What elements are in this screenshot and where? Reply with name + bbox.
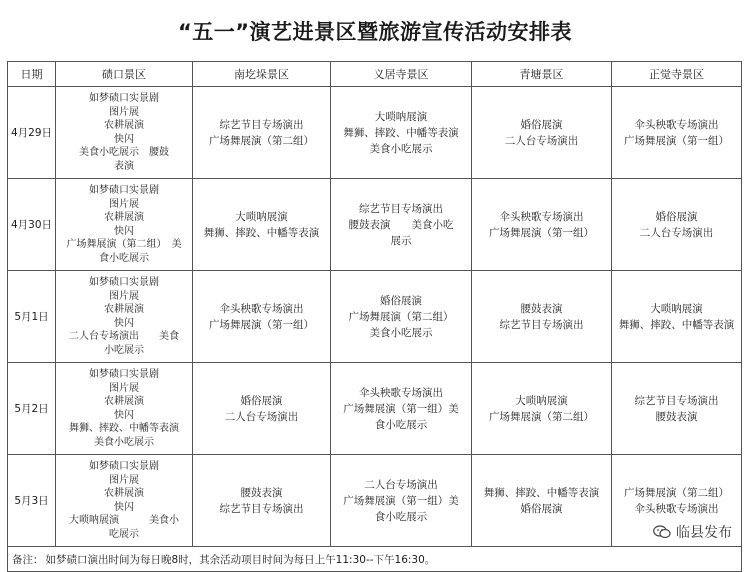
activity-line: 快闪: [114, 133, 134, 145]
activity-line: 美食小吃展示: [369, 326, 433, 339]
qikou-cell: [56, 363, 193, 455]
activity-line: 快闪: [114, 501, 134, 513]
activity-line: 快闪: [114, 409, 134, 421]
activity-line: 图片展: [109, 382, 139, 394]
qingtang-cell: [472, 363, 612, 455]
header-nangeduo: 南圪垛景区: [193, 62, 331, 87]
activity-line: 农耕展演: [104, 396, 144, 407]
nangeduo-cell: [193, 271, 331, 363]
activity-line: 食小吃展示: [374, 510, 428, 523]
activity-line: 综艺节目专场演出: [634, 394, 719, 407]
activity-line: 农耕展演: [104, 304, 144, 315]
activity-line: 婚俗展演: [520, 118, 563, 131]
activity-line: 二人台专场演出: [639, 226, 714, 239]
zhengjuesi-cell: [612, 271, 742, 363]
activity-line: 如梦碛口实景剧: [89, 185, 159, 196]
date-cell: 5月1日: [8, 271, 56, 363]
yijusi-cell: [331, 363, 472, 455]
activity-line: 舞狮、摔跤、中幡等表演: [483, 486, 600, 499]
qikou-cell: [56, 179, 193, 271]
activity-line: 大唢呐展演: [650, 302, 703, 315]
note-cell: [8, 547, 742, 572]
table-row: [8, 271, 742, 363]
date-cell: 4月30日: [8, 179, 56, 271]
header-qingtang: 青塘景区: [472, 62, 612, 87]
activity-line: 腰鼓表演: [240, 486, 283, 499]
activity-line: 伞头秧歌专场演出: [219, 302, 304, 315]
activity-line: 二人台专场演出: [224, 410, 299, 423]
watermark-text: 临县发布: [676, 525, 732, 541]
activity-line: 大唢呐展演 美食小: [69, 515, 179, 526]
qikou-cell: [56, 455, 193, 547]
table-row: [8, 87, 742, 179]
activity-line: 美食小吃展示 腰鼓: [79, 147, 169, 158]
zhengjuesi-cell: [612, 87, 742, 179]
activity-line: 综艺节目专场演出: [219, 502, 304, 515]
activity-line: 图片展: [109, 106, 139, 118]
activity-line: 婚俗展演: [655, 210, 698, 223]
qingtang-cell: [472, 455, 612, 547]
qikou-cell: [56, 87, 193, 179]
activity-line: 农耕展演: [104, 488, 144, 499]
activity-line: 广场舞展演（第一组）美: [343, 494, 459, 507]
date-cell: 5月3日: [8, 455, 56, 547]
qingtang-cell: [472, 271, 612, 363]
schedule-table: [7, 61, 742, 572]
activity-line: 广场舞展演（第二组）: [489, 410, 594, 423]
activity-line: 小吃展示: [104, 344, 144, 356]
activity-line: 广场舞展演（第一组）: [209, 318, 314, 331]
activity-line: 婚俗展演: [520, 502, 563, 515]
activity-line: 如梦碛口实景剧: [89, 277, 159, 288]
note-label: 备注：: [12, 553, 44, 566]
yijusi-cell: [331, 179, 472, 271]
header-zhengjuesi: 正觉寺景区: [612, 62, 742, 87]
activity-line: 图片展: [109, 474, 139, 486]
activity-line: 图片展: [109, 290, 139, 302]
activity-line: 伞头秧歌专场演出: [499, 210, 584, 223]
note-row: [8, 547, 742, 572]
qingtang-cell: [472, 87, 612, 179]
qikou-cell: [56, 271, 193, 363]
activity-line: 美食小吃展示: [94, 436, 154, 448]
activity-line: 美食小吃展示: [369, 142, 433, 155]
activity-line: 腰鼓表演 美食小吃: [348, 218, 454, 231]
activity-line: 食小吃展示: [374, 418, 428, 431]
watermark: [649, 520, 736, 544]
activity-line: 二人台专场演出: [364, 478, 438, 491]
activity-line: 广场舞展演（第一组）美: [343, 402, 459, 415]
activity-line: 广场舞展演（第二组） 美: [66, 239, 182, 250]
activity-line: 综艺节目专场演出: [359, 202, 443, 215]
date-cell: 5月2日: [8, 363, 56, 455]
activity-line: 农耕展演: [104, 120, 144, 131]
activity-line: 婚俗展演: [240, 394, 283, 407]
activity-line: 表演: [114, 160, 134, 172]
table-row: [8, 455, 742, 547]
activity-line: 腰鼓表演: [520, 302, 563, 315]
table-row: [8, 179, 742, 271]
page-title: “五一”演艺进景区暨旅游宣传活动安排表: [177, 20, 573, 44]
activity-line: 舞狮、摔跤、中幡等表演: [343, 126, 459, 139]
activity-line: 二人台专场演出 美食: [69, 331, 179, 342]
activity-line: 综艺节目专场演出: [499, 318, 584, 331]
header-qikou: 碛口景区: [56, 62, 193, 87]
activity-line: 大唢呐展演: [374, 110, 428, 123]
wechat-icon: [653, 525, 671, 539]
activity-line: 舞狮、摔跤、中幡等表演: [69, 423, 179, 434]
zhengjuesi-cell: [612, 363, 742, 455]
activity-line: 二人台专场演出: [504, 134, 579, 147]
activity-line: 舞狮、摔跤、中幡等表演: [203, 226, 320, 239]
activity-line: 伞头秧歌专场演出: [634, 502, 719, 515]
activity-line: 快闪: [114, 317, 134, 329]
activity-line: 大唢呐展演: [515, 394, 568, 407]
activity-line: 图片展: [109, 198, 139, 210]
activity-line: 广场舞展演（第二组）: [209, 134, 314, 147]
activity-line: 食小吃展示: [99, 252, 149, 264]
nangeduo-cell: [193, 87, 331, 179]
activity-line: 快闪: [114, 225, 134, 237]
activity-line: 伞头秧歌专场演出: [634, 118, 719, 131]
activity-line: 婚俗展演: [380, 294, 422, 307]
header-yijusi: 义居寺景区: [331, 62, 472, 87]
yijusi-cell: [331, 271, 472, 363]
activity-line: 广场舞展演（第二组）: [348, 310, 454, 323]
activity-line: 广场舞展演（第一组）: [489, 226, 594, 239]
activity-line: 广场舞展演（第二组）: [624, 486, 729, 499]
activity-line: 如梦碛口实景剧: [89, 369, 159, 380]
activity-line: 腰鼓表演: [655, 410, 698, 423]
activity-line: 大唢呐展演: [235, 210, 288, 223]
nangeduo-cell: [193, 455, 331, 547]
activity-line: 如梦碛口实景剧: [89, 461, 159, 472]
table-row: [8, 363, 742, 455]
activity-line: 展示: [390, 234, 412, 247]
activity-line: 广场舞展演（第一组）: [624, 134, 729, 147]
activity-line: 吃展示: [109, 528, 139, 540]
nangeduo-cell: [193, 179, 331, 271]
activity-line: 伞头秧歌专场演出: [359, 386, 443, 399]
activity-line: 综艺节目专场演出: [219, 118, 304, 131]
note-text: 如梦碛口演出时间为每日晚8时，其余活动项目时间为每日上午11:30--下午16:30。: [45, 553, 436, 566]
header-row: [8, 62, 742, 87]
activity-line: 舞狮、摔跤、中幡等表演: [618, 318, 735, 331]
qingtang-cell: [472, 179, 612, 271]
yijusi-cell: [331, 87, 472, 179]
nangeduo-cell: [193, 363, 331, 455]
activity-line: 如梦碛口实景剧: [89, 93, 159, 104]
header-date: 日期: [8, 62, 56, 87]
activity-line: 农耕展演: [104, 212, 144, 223]
yijusi-cell: [331, 455, 472, 547]
date-cell: 4月29日: [8, 87, 56, 179]
zhengjuesi-cell: [612, 179, 742, 271]
